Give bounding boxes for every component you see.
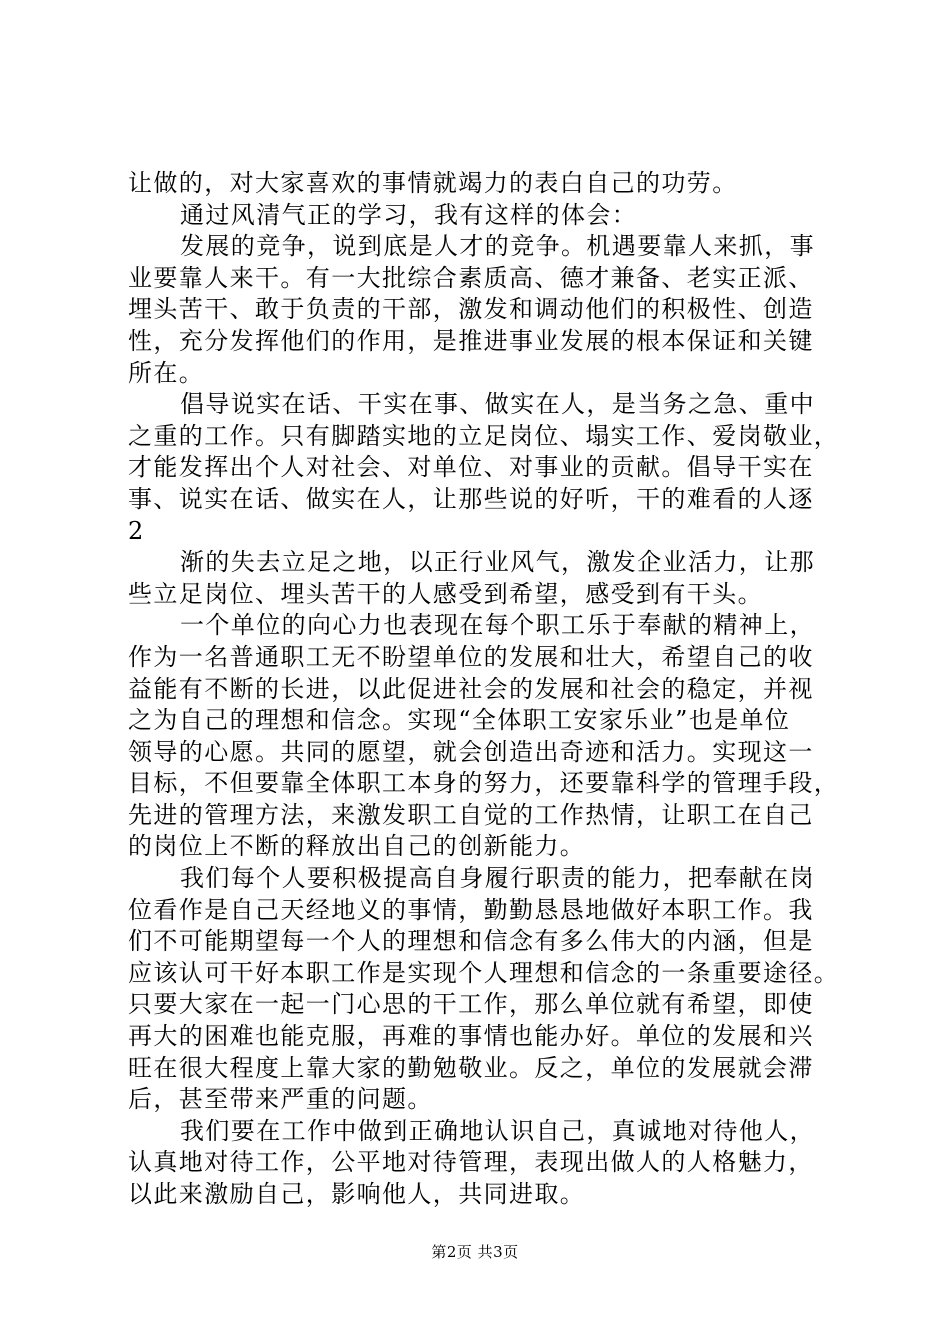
text-line: 领导的心愿。共同的愿望，就会创造出奇迹和活力。实现这一 [128,737,814,766]
text-line: 发展的竞争，说到底是人才的竞争。机遇要靠人来抓，事 [180,232,815,261]
text-line: 认真地对待工作，公平地对待管理，表现出做人的人格魅力， [128,1148,814,1177]
text-line: 2 [128,516,145,545]
text-line: 目标，不但要靠全体职工本身的努力，还要靠科学的管理手段， [128,769,840,798]
text-line: 我们每个人要积极提高自身履行职责的能力，把奉献在岗 [180,864,815,893]
text-line: 通过风清气正的学习，我有这样的体会： [180,200,638,229]
text-line: 渐的失去立足之地，以正行业风气，激发企业活力，让那 [180,548,815,577]
text-line: 们不可能期望每一个人的理想和信念有多么伟大的内涵，但是 [128,927,814,956]
text-line: 以此来激励自己，影响他人，共同进取。 [128,1180,586,1208]
text-line: 才能发挥出个人对社会、对单位、对事业的贡献。倡导干实在 [128,453,814,482]
text-line: 后，甚至带来严重的问题。 [128,1085,433,1114]
text-line: 之为自己的理想和信念。实现“全体职工安家乐业”也是单位 [128,706,791,735]
text-line: 之重的工作。只有脚踏实地的立足岗位、塌实工作、爱岗敬业， [128,421,840,450]
text-line: 业要靠人来干。有一大批综合素质高、德才兼备、老实正派、 [128,263,814,292]
text-line: 我们要在工作中做到正确地认识自己，真诚地对待他人， [180,1116,815,1145]
text-line: 埋头苦干、敢于负责的干部，激发和调动他们的积极性、创造 [128,295,814,324]
text-line: 益能有不断的长进，以此促进社会的发展和社会的稳定，并视 [128,674,814,703]
text-line: 所在。 [128,358,205,387]
text-line: 一个单位的向心力也表现在每个职工乐于奉献的精神上， [180,611,815,640]
page-number: 第2页 共3页 [431,1243,519,1261]
text-line: 些立足岗位、埋头苦干的人感受到希望，感受到有干头。 [128,579,763,608]
text-line: 旺在很大程度上靠大家的勤勉敬业。反之，单位的发展就会滞 [128,1053,814,1082]
text-line: 让做的，对大家喜欢的事情就竭力的表白自己的功劳。 [128,169,738,197]
text-line: 再大的困难也能克服，再难的事情也能办好。单位的发展和兴 [128,1022,814,1051]
text-line: 位看作是自己天经地义的事情，勤勤恳恳地做好本职工作。我 [128,895,814,924]
text-line: 应该认可干好本职工作是实现个人理想和信念的一条重要途径。 [128,958,840,987]
text-line: 性，充分发挥他们的作用，是推进事业发展的根本保证和关键 [128,326,814,355]
text-line: 只要大家在一起一门心思的干工作，那么单位就有希望，即使 [128,990,814,1019]
text-line: 作为一名普通职工无不盼望单位的发展和壮大，希望自己的收 [128,642,814,671]
text-line: 倡导说实在话、干实在事、做实在人，是当务之急、重中 [180,390,815,419]
text-line: 事、说实在话、做实在人，让那些说的好听，干的难看的人逐 [128,484,814,513]
document-body [128,168,840,1211]
text-line: 先进的管理方法，来激发职工自觉的工作热情，让职工在自己 [128,800,814,829]
text-line: 的岗位上不断的释放出自己的创新能力。 [128,832,586,861]
